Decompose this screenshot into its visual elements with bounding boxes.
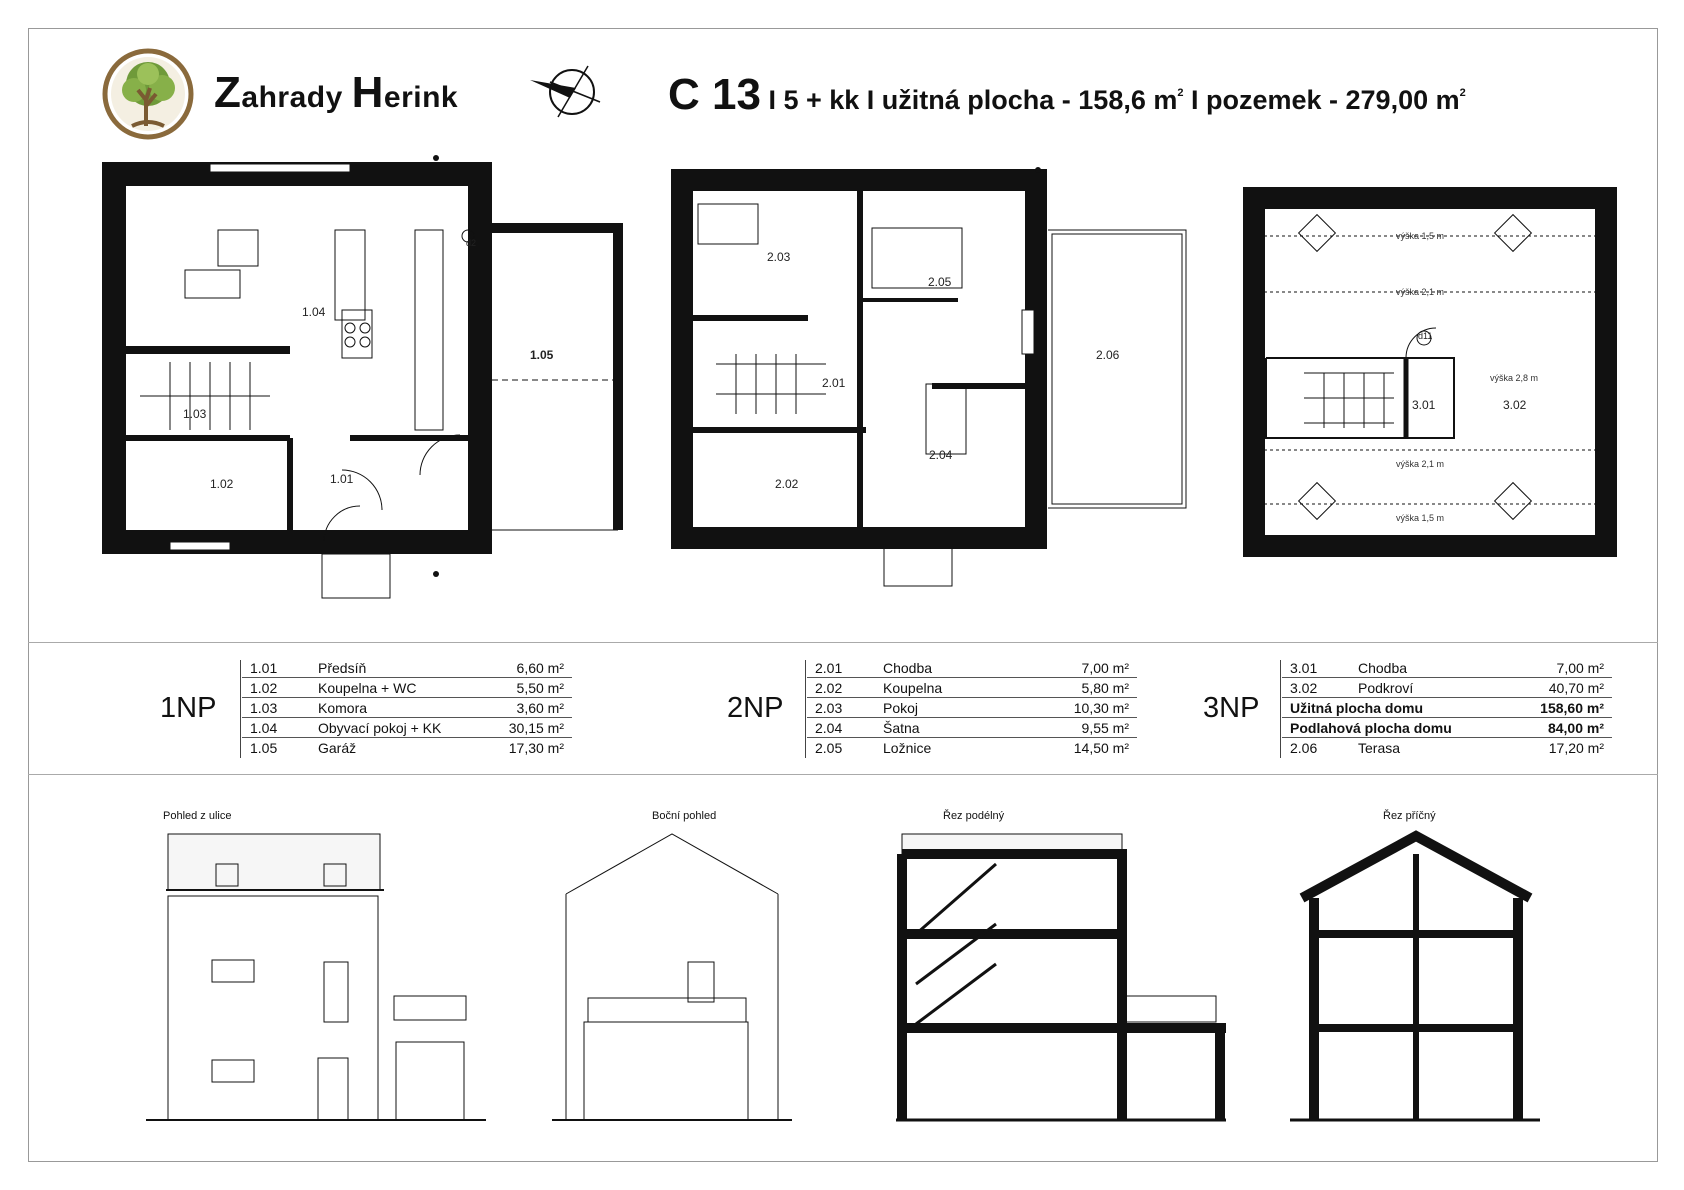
- floor-plan-2np: [676, 174, 1196, 594]
- table-row: 2.03 Pokoj 10,30 m²: [807, 698, 1137, 718]
- room-table-3np: [1282, 658, 1612, 757]
- floor-label-1np: 1NP: [160, 692, 217, 724]
- table-row: 1.02 Koupelna + WC 5,50 m²: [242, 678, 572, 698]
- room-label: 2.05: [928, 275, 952, 289]
- table-row: 2.01 Chodba 7,00 m²: [807, 658, 1137, 678]
- floor-plan-3np: [1244, 188, 1624, 558]
- room-label: 2.04: [929, 448, 953, 462]
- room-label: 2.03: [767, 250, 791, 264]
- room-label: 1.03: [183, 407, 207, 421]
- table-row: 1.05 Garáž 17,30 m²: [250, 739, 564, 756]
- room-label: 3.02: [1503, 398, 1527, 412]
- view-label-long-section: Řez podélný: [943, 810, 1005, 822]
- table-row: 3.02 Podkroví 40,70 m²: [1282, 678, 1612, 698]
- table-rule: [240, 660, 241, 758]
- room-label: 3.01: [1412, 398, 1436, 412]
- room-label: 2.06: [1096, 348, 1120, 362]
- table-row: 2.06 Terasa 17,20 m²: [1290, 739, 1604, 756]
- room-label: 2.01: [822, 376, 846, 390]
- brand-name: Zahrady Herink: [214, 68, 459, 117]
- height-note: výška 2,1 m: [1396, 459, 1445, 469]
- side-elevation: [552, 824, 792, 1124]
- table-row: 2.02 Koupelna 5,80 m²: [807, 678, 1137, 698]
- room-label: 1.04: [302, 305, 326, 319]
- floor-label-2np: 2NP: [727, 692, 784, 724]
- height-note: výška 2,8 m: [1490, 373, 1539, 383]
- floor-label-3np: 3NP: [1203, 692, 1260, 724]
- door-label: d11: [1418, 331, 1433, 341]
- room-label: 1.05: [530, 348, 554, 362]
- table-rule: [1280, 660, 1281, 758]
- table-row: 1.03 Komora 3,60 m²: [242, 698, 572, 718]
- tree-logo-icon: [102, 48, 194, 140]
- room-table-2np: [807, 658, 1137, 757]
- divider-bottom: [28, 774, 1658, 775]
- longitudinal-section: [896, 824, 1226, 1124]
- height-note: výška 2,1 m: [1396, 287, 1445, 297]
- table-row: 1.04 Obyvací pokoj + KK 30,15 m²: [242, 718, 572, 738]
- room-label: 1.01: [330, 472, 354, 486]
- table-row: Podlahová plocha domu 84,00 m²: [1282, 718, 1612, 738]
- height-note: výška 1,5 m: [1396, 513, 1445, 523]
- table-row: 2.04 Šatna 9,55 m²: [807, 718, 1137, 738]
- project-title: C 13 I 5 + kk I užitná plocha - 158,6 $m^2$ I pozemek - 279,00 $m^2$: [668, 70, 1466, 119]
- street-elevation: [146, 824, 486, 1124]
- north-arrow-icon: [528, 62, 608, 122]
- table-row: 2.05 Ložnice 14,50 m²: [815, 739, 1129, 756]
- table-rule: [805, 660, 806, 758]
- view-label-side: Boční pohled: [652, 810, 717, 822]
- room-table-1np: [242, 658, 572, 757]
- table-row: 3.01 Chodba 7,00 m²: [1282, 658, 1612, 678]
- table-row: 1.01 Předsíň 6,60 m²: [242, 658, 572, 678]
- view-label-cross-section: Řez příčný: [1383, 810, 1436, 822]
- room-label: 1.02: [210, 477, 234, 491]
- floor-plan-1np: [110, 170, 630, 590]
- view-label-street: Pohled z ulice: [163, 810, 232, 822]
- table-row: Užitná plocha domu 158,60 m²: [1282, 698, 1612, 718]
- room-label: 2.02: [775, 477, 799, 491]
- cross-section: [1290, 824, 1540, 1124]
- divider-top: [28, 642, 1658, 643]
- door-label: d2: [466, 238, 477, 248]
- height-note: výška 1,5 m: [1396, 231, 1445, 241]
